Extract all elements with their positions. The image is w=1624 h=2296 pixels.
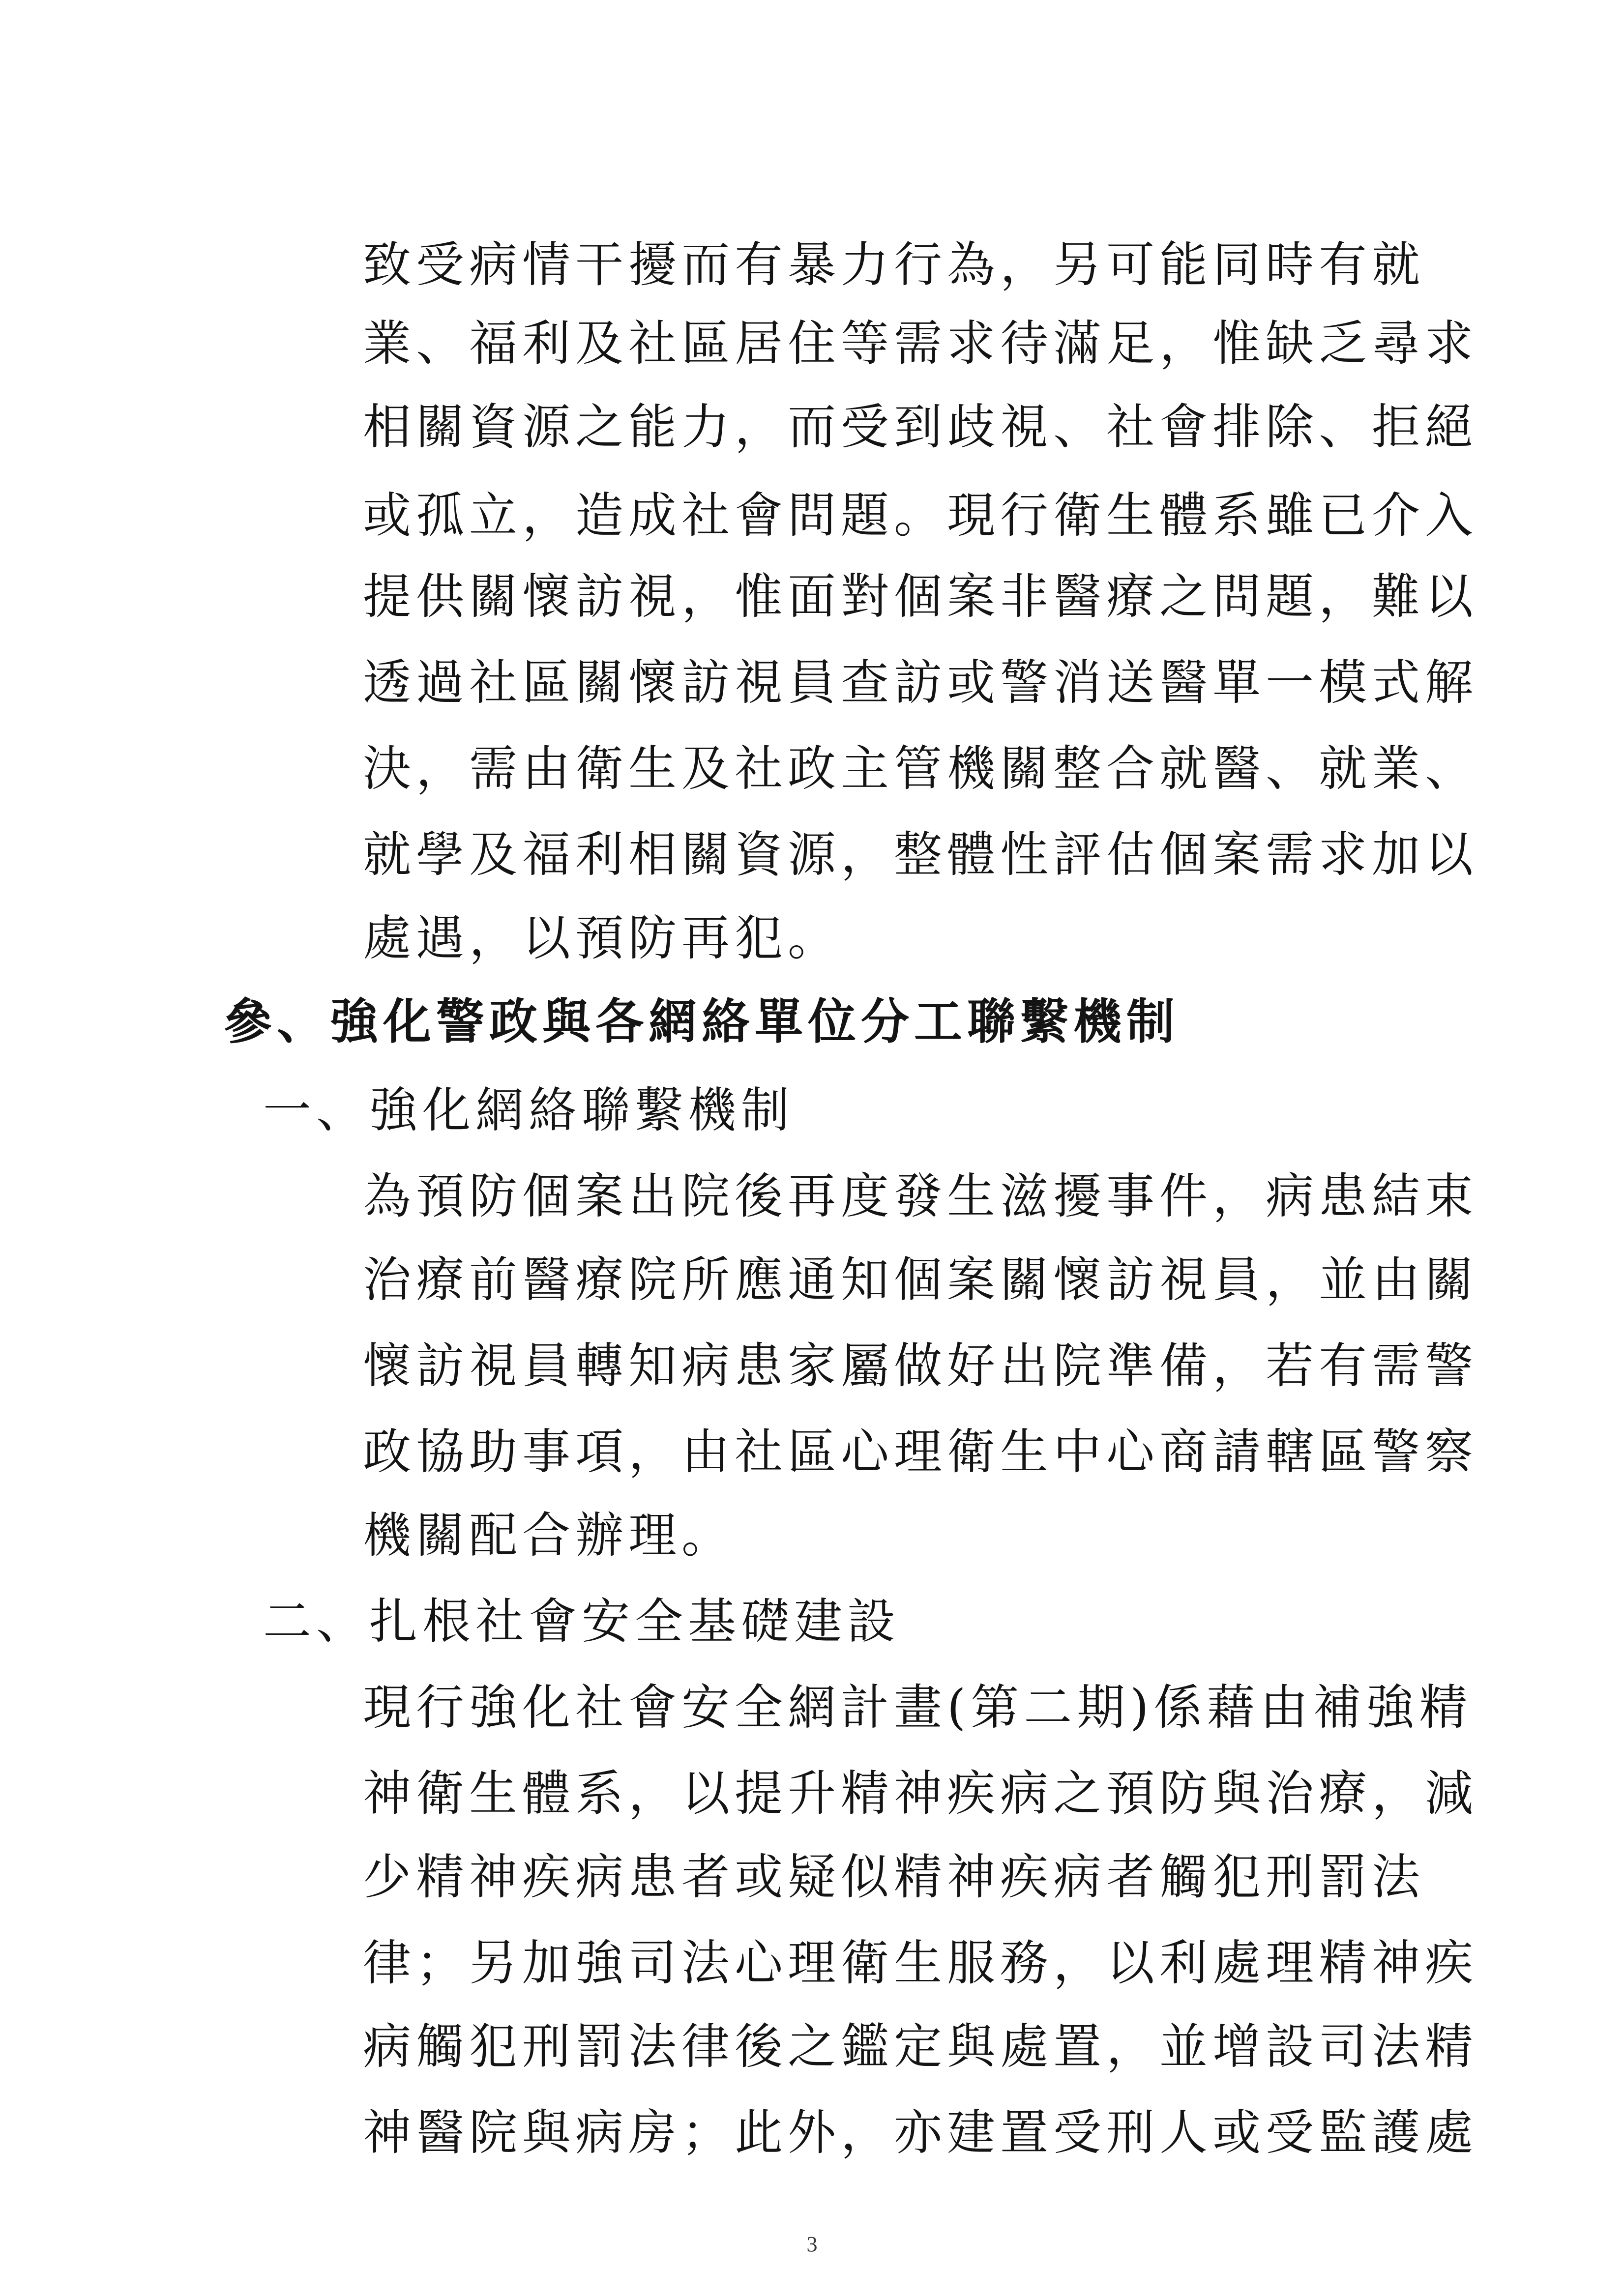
paragraph-line: 或孤立，造成社會問題。現行衛生體系雖已介入 [363, 488, 1478, 544]
paragraph-line: 為預防個案出院後再度發生滋擾事件，病患結束 [363, 1168, 1478, 1224]
paragraph-line: 治療前醫療院所應通知個案關懷訪視員，並由關 [363, 1252, 1478, 1308]
paragraph-line: 決，需由衛生及社政主管機關整合就醫、就業、 [363, 741, 1478, 797]
section-heading: 參、強化警政與各網絡單位分工聯繫機制 [224, 993, 1180, 1050]
page-number: 3 [806, 2232, 818, 2256]
paragraph-line: 懷訪視員轉知病患家屬做好出院準備，若有需警 [363, 1338, 1478, 1394]
paragraph-line: 神醫院與病房；此外，亦建置受刑人或受監護處 [363, 2105, 1478, 2161]
paragraph-line: 律；另加強司法心理衛生服務，以利處理精神疾 [363, 1935, 1478, 1991]
paragraph-line: 提供關懷訪視，惟面對個案非醫療之問題，難以 [363, 569, 1478, 625]
paragraph-line: 病觸犯刑罰法律後之鑑定與處置，並增設司法精 [363, 2019, 1478, 2075]
paragraph-line: 處遇，以預防再犯。 [363, 910, 841, 966]
paragraph-line: 相關資源之能力，而受到歧視、社會排除、拒絕 [363, 399, 1478, 455]
subsection-heading: 一、強化網絡聯繫機制 [263, 1082, 795, 1138]
subsection-heading: 二、扎根社會安全基礎建設 [263, 1594, 901, 1650]
paragraph-line: 少精神疾病患者或疑似精神疾病者觸犯刑罰法 [363, 1849, 1425, 1905]
paragraph-line: 業、福利及社區居住等需求待滿足，惟缺乏尋求 [363, 316, 1478, 372]
paragraph-line: 神衛生體系，以提升精神疾病之預防與治療，減 [363, 1766, 1478, 1822]
paragraph-line: 機關配合辦理。 [363, 1508, 735, 1564]
paragraph-line: 現行強化社會安全網計畫(第二期)係藉由補強精 [363, 1680, 1473, 1736]
paragraph-line: 政協助事項，由社區心理衛生中心商請轄區警察 [363, 1424, 1478, 1480]
paragraph-line: 就學及福利相關資源，整體性評估個案需求加以 [363, 827, 1478, 883]
paragraph-line: 致受病情干擾而有暴力行為，另可能同時有就 [363, 237, 1425, 293]
paragraph-line: 透過社區關懷訪視員查訪或警消送醫單一模式解 [363, 655, 1478, 711]
